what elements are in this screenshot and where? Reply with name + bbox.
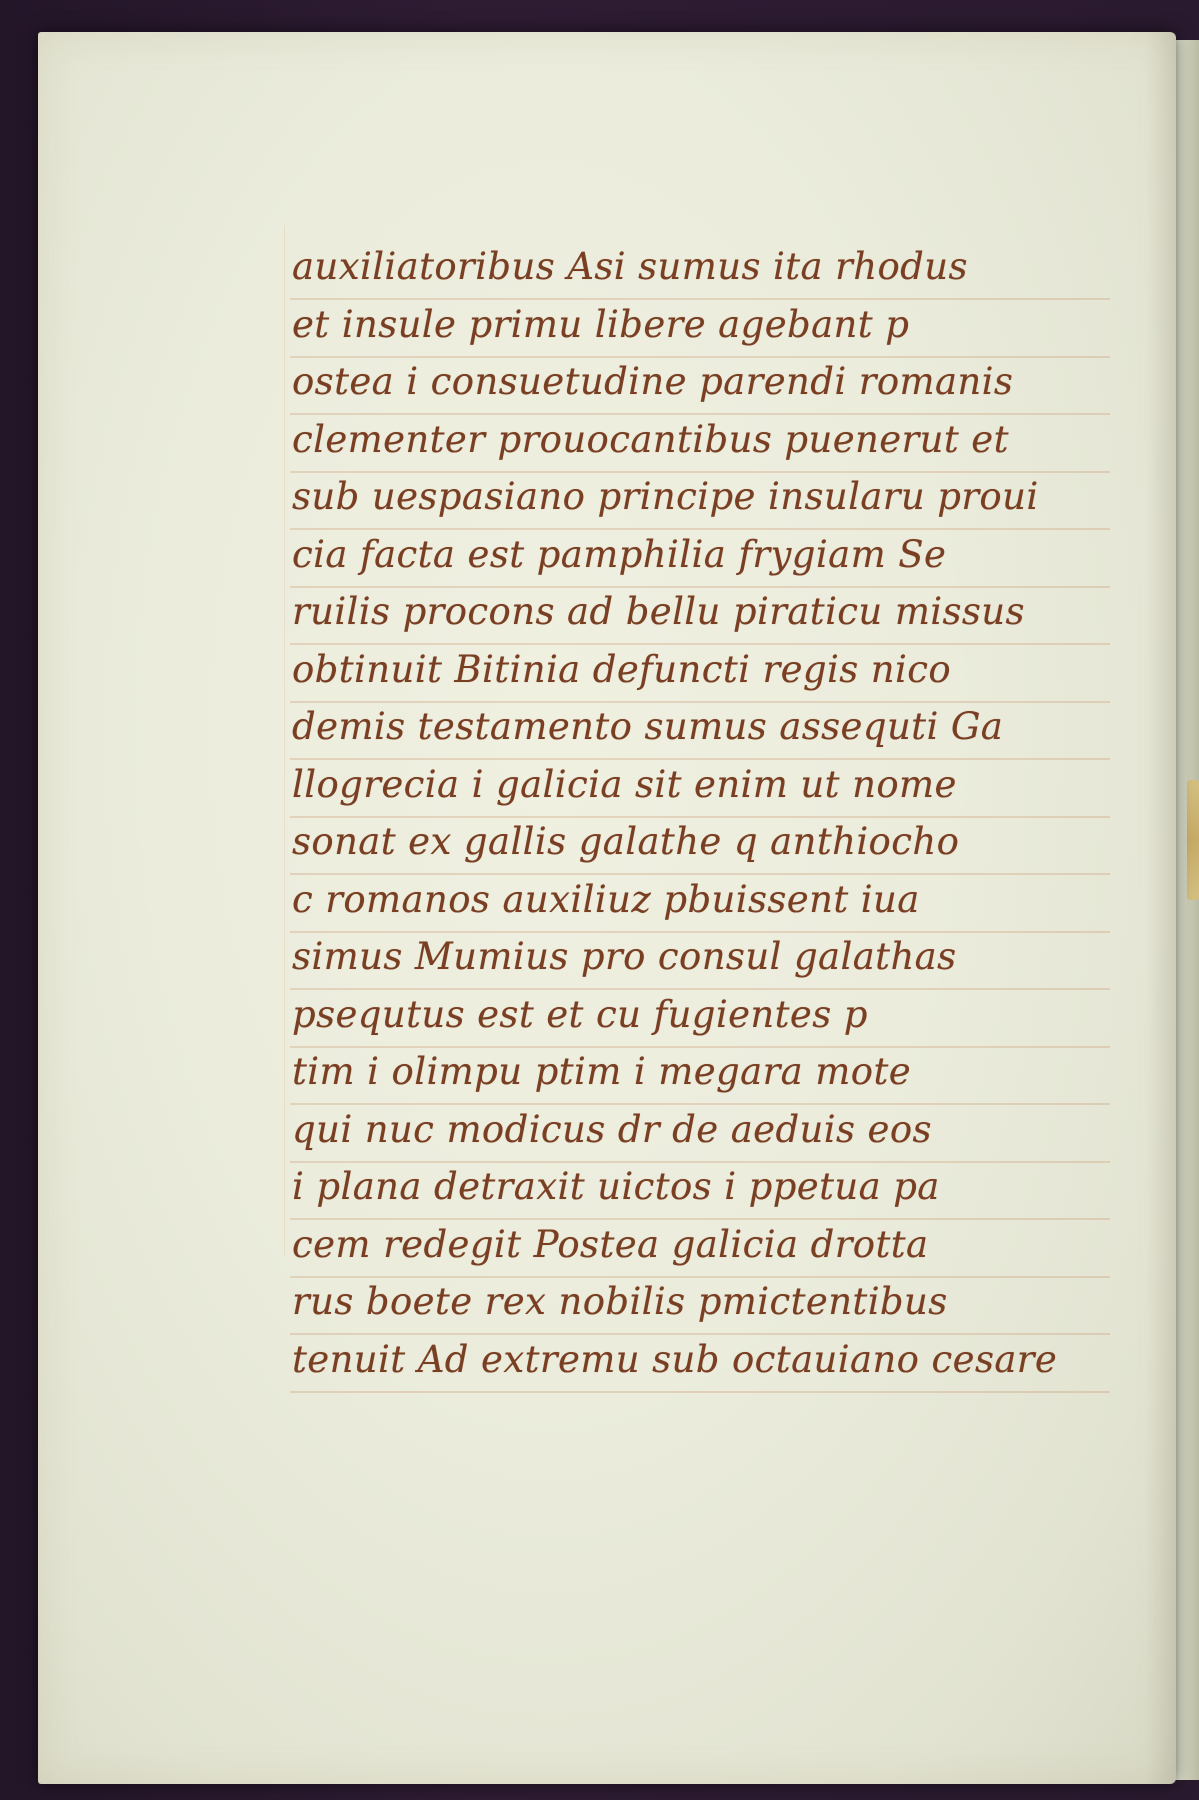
text-line: demis testamento sumus assequti Ga [292, 705, 1004, 748]
text-line: tenuit Ad extremu sub octauiano cesare [292, 1337, 1058, 1381]
text-line: i plana detraxit uictos i ppetua pa [292, 1165, 940, 1208]
text-line: clementer prouocantibus puenerut et [292, 417, 1009, 461]
text-line: sub uespasiano principe insularu proui [292, 475, 1039, 518]
text-line: ostea i consuetudine parendi romanis [292, 360, 1014, 403]
text-line: et insule primu libere agebant p [292, 302, 910, 346]
text-line: simus Mumius pro consul galathas [292, 935, 957, 978]
ruling-line [290, 1391, 1110, 1393]
text-line: tim i olimpu ptim i megara mote [292, 1050, 912, 1093]
text-line: cem redegit Postea galicia drotta [292, 1222, 929, 1266]
manuscript-text-block [292, 238, 1122, 1388]
text-line: llogrecia i galicia sit enim ut nome [292, 762, 957, 806]
text-line: ruilis procons ad bellu piraticu missus [292, 590, 1025, 633]
page-clip [1187, 780, 1199, 900]
margin-ruling [284, 225, 285, 1255]
text-line: obtinuit Bitinia defuncti regis nico [292, 647, 952, 691]
text-line: rus boete rex nobilis pmictentibus [292, 1280, 948, 1323]
text-line: c romanos auxiliuz pbuissent iua [292, 877, 920, 921]
text-line: auxiliatoribus Asi sumus ita rhodus [292, 245, 968, 288]
text-line: qui nuc modicus dr de aeduis eos [292, 1107, 932, 1151]
text-line: cia facta est pamphilia frygiam Se [292, 532, 947, 576]
text-line: psequtus est et cu fugientes p [292, 992, 868, 1036]
text-line: sonat ex gallis galathe q anthiocho [292, 820, 960, 863]
